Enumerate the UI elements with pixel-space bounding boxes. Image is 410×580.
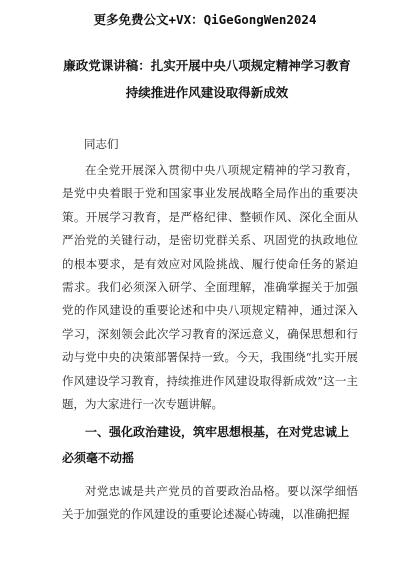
greeting-text: 同志们 — [84, 137, 119, 151]
section-heading: 一、强化政治建设，筑牢思想根基，在对党忠诚上必须毫不动摇 — [62, 425, 350, 465]
promo-header: 更多免费公文+VX：QiGeGongWen2024 — [93, 12, 317, 27]
body-paragraph: 对党忠诚是共产党员的首要政治品格。要以深学细悟关于加强党的作风建设的重要论述凝心铸魂，以准确把握 — [62, 484, 358, 522]
body-paragraph: 在全党开展深入贯彻中央八项规定精神的学习教育，是党中央着眼于党和国家事业发展战略全局作出的重要决策。开展学习教育，是严格纪律、整顿作风、深化全面从严治党的关键行动，是密切党群关系、巩固党的执政地位的根本要求，是有效应对风险挑战、履行使命任务的紧迫需求。我们必须深入研学、全面理解，准确掌握关于加强党的作风建设的重要论述和中央八项规定精神，通过深入学习，深刻领会此次学习教育的深远意义，确保思想和行动与党中央的决策部署保持一致。今天，我围绕“扎实开展作风建设学习教育，持续推进作风建设取得新成效”这一主题，为大家进行一次专题讲解。 — [62, 163, 358, 412]
document-title: 廉政党课讲稿：扎实开展中央八项规定精神学习教育持续推进作风建设取得新成效 — [63, 58, 351, 100]
